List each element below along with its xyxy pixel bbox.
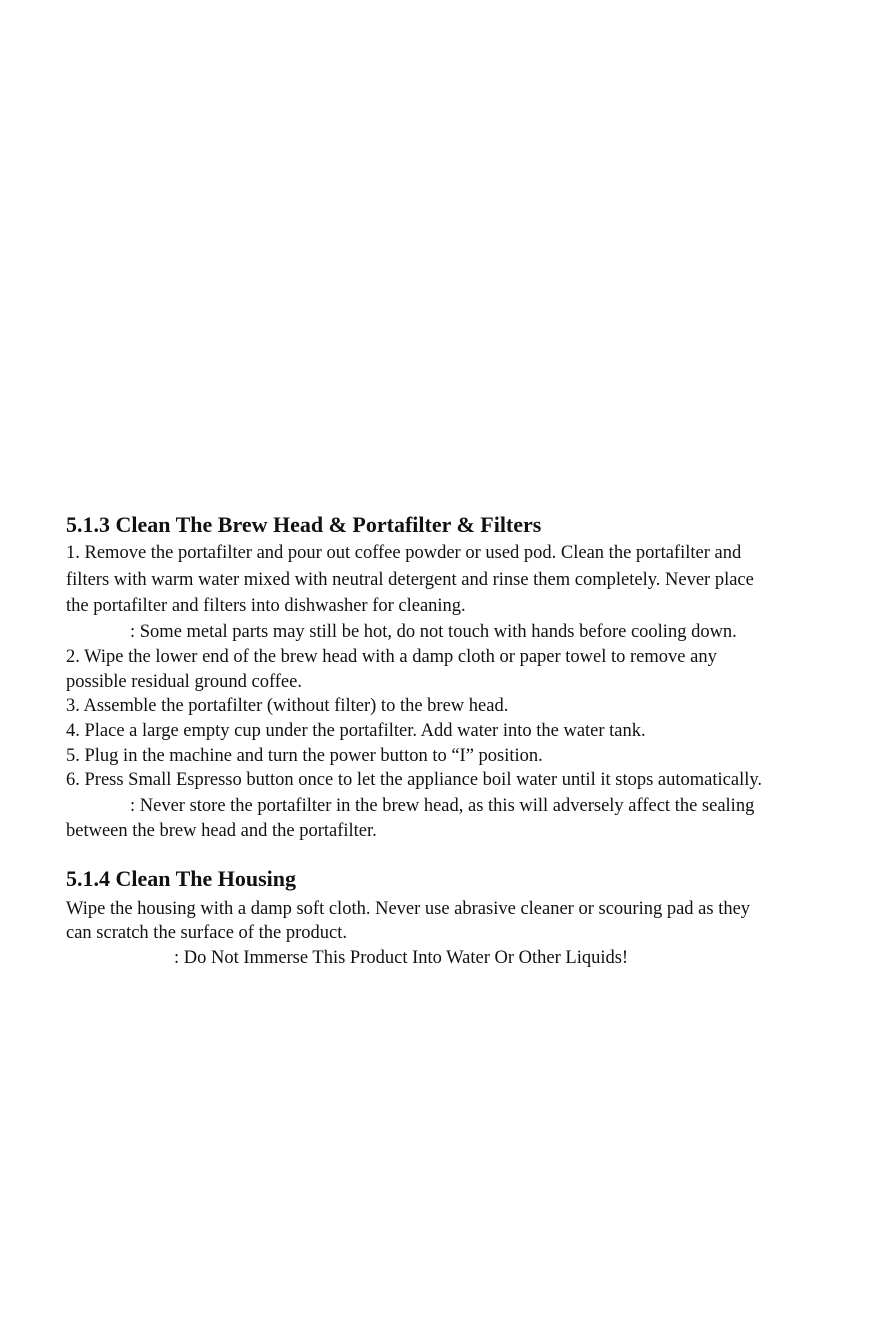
section-5-1-3-line: 4. Place a large empty cup under the portafilter. Add water into the water tank. [66, 721, 646, 741]
section-5-1-3-heading: 5.1.3 Clean The Brew Head & Portafilter & Filters [66, 512, 542, 537]
section-5-1-3-line: the portafilter and filters into dishwasher for cleaning. [66, 596, 466, 616]
caution-note: : Never store the portafilter in the brew head, as this will adversely affect the sealing [130, 796, 755, 816]
section-5-1-3-line: 2. Wipe the lower end of the brew head with a damp cloth or paper towel to remove any [66, 647, 717, 667]
section-5-1-3-line: 1. Remove the portafilter and pour out coffee powder or used pod. Clean the portafilter and [66, 543, 742, 563]
section-5-1-3-line: filters with warm water mixed with neutral detergent and rinse them completely. Never place [66, 570, 754, 590]
section-5-1-4-line: Wipe the housing with a damp soft cloth. Never use abrasive cleaner or scouring pad as they [66, 899, 751, 919]
section-5-1-3-line: 3. Assemble the portafilter (without filter) to the brew head. [66, 696, 509, 716]
section-5-1-4-heading: 5.1.4 Clean The Housing [66, 866, 297, 891]
caution-note: : Some metal parts may still be hot, do not touch with hands before cooling down. [130, 622, 737, 642]
section-5-1-4-line: can scratch the surface of the product. [66, 923, 347, 943]
warning-note: : Do Not Immerse This Product Into Water Or Other Liquids! [174, 948, 629, 968]
section-5-1-3-line: 6. Press Small Espresso button once to let the appliance boil water until it stops automatically. [66, 770, 763, 790]
section-5-1-3-line: between the brew head and the portafilter. [66, 821, 377, 841]
section-5-1-3-line: 5. Plug in the machine and turn the power button to “I” position. [66, 746, 543, 766]
section-5-1-3-line: possible residual ground coffee. [66, 672, 302, 692]
